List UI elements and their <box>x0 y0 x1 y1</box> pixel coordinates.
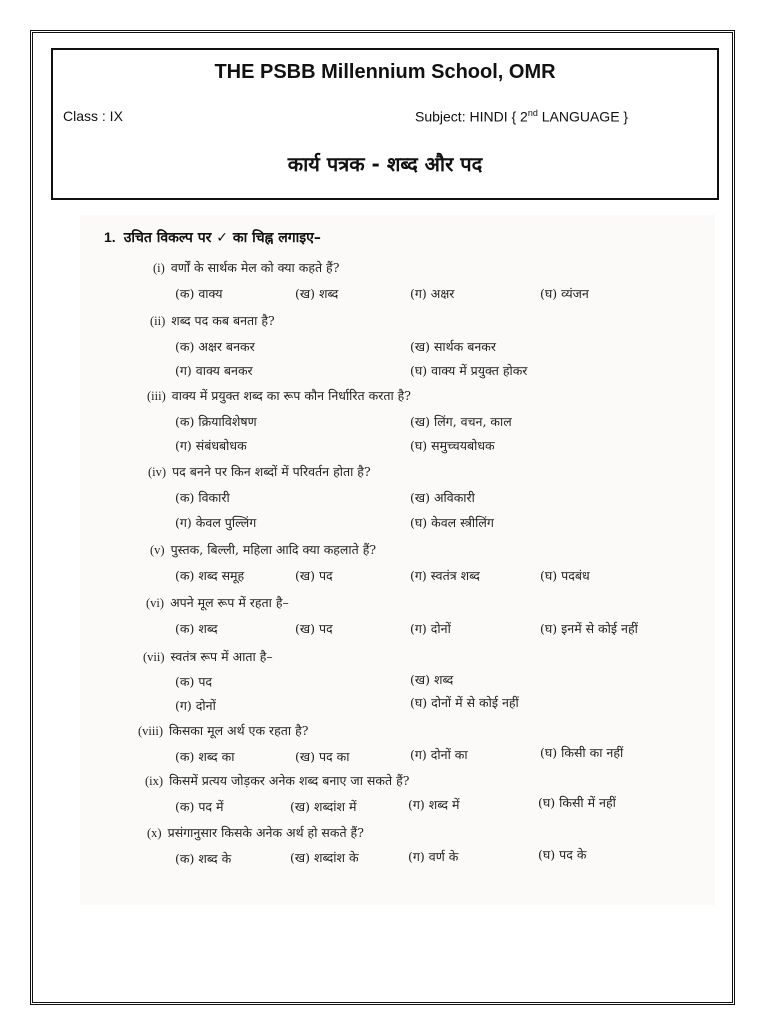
option[interactable]: (ख) पद <box>295 568 333 583</box>
option[interactable]: (घ) व्यंजन <box>540 286 589 301</box>
item-question <box>148 463 371 480</box>
item-roman: (i) <box>153 261 165 275</box>
option[interactable]: (ख) अविकारी <box>410 490 475 505</box>
item-text: अपने मूल रूप में रहता है– <box>170 595 289 610</box>
option[interactable]: (क) पद <box>175 674 213 689</box>
option[interactable]: (क) शब्द समूह <box>175 568 245 583</box>
option[interactable]: (घ) पद के <box>538 847 587 862</box>
option[interactable]: (क) विकारी <box>175 490 230 505</box>
option[interactable]: (ग) दोनों का <box>410 747 468 762</box>
option[interactable]: (घ) वाक्य में प्रयुक्त होकर <box>410 363 528 378</box>
option[interactable]: (क) शब्द का <box>175 749 235 764</box>
option[interactable]: (क) शब्द के <box>175 851 232 866</box>
item-roman: (iv) <box>148 465 167 479</box>
worksheet-title: कार्य पत्रक - शब्द और पद <box>287 152 483 176</box>
option[interactable]: (ख) शब्दांश में <box>290 799 357 814</box>
item-question <box>147 387 411 404</box>
option[interactable]: (ग) वर्ण के <box>408 849 459 864</box>
item-text: किसका मूल अर्थ एक रहता है? <box>169 723 309 738</box>
item-question <box>153 259 339 276</box>
item-roman: (ii) <box>150 314 166 328</box>
item-question <box>146 594 289 611</box>
item-text: वर्णों के सार्थक मेल को क्या कहते हैं? <box>170 260 340 275</box>
item-text: किसमें प्रत्यय जोड़कर अनेक शब्द बनाए जा सकते हैं? <box>169 773 410 788</box>
question-number: 1. <box>104 229 116 245</box>
item-roman: (vi) <box>146 596 165 610</box>
option[interactable]: (ख) लिंग, वचन, काल <box>410 414 512 429</box>
option[interactable]: (घ) किसी में नहीं <box>538 795 616 810</box>
item-text: स्वतंत्र रूप में आता है– <box>170 649 273 664</box>
item-text: शब्द पद कब बनता है? <box>171 313 275 328</box>
option[interactable]: (ख) शब्द <box>295 286 339 301</box>
option[interactable]: (ग) दोनों <box>410 621 451 636</box>
option[interactable]: (ग) संबंधबोधक <box>175 438 247 453</box>
option[interactable]: (घ) केवल स्त्रीलिंग <box>410 515 494 530</box>
item-roman: (x) <box>147 826 162 840</box>
option[interactable]: (क) क्रियाविशेषण <box>175 414 257 429</box>
item-roman: (iii) <box>147 389 166 403</box>
option[interactable]: (ग) दोनों <box>175 698 216 713</box>
option[interactable]: (ग) अक्षर <box>410 286 455 301</box>
item-question <box>145 772 409 789</box>
item-question <box>143 648 273 665</box>
option[interactable]: (क) अक्षर बनकर <box>175 339 255 354</box>
school-name: THE PSBB Millennium School, OMR <box>214 61 556 83</box>
option[interactable]: (ग) वाक्य बनकर <box>175 363 253 378</box>
item-question <box>150 541 376 558</box>
option[interactable]: (ख) पद <box>295 621 333 636</box>
option[interactable]: (घ) समुच्चयबोधक <box>410 438 495 453</box>
subject-label <box>415 108 628 125</box>
item-roman: (vii) <box>143 650 165 664</box>
subject-prefix: Subject: HINDI { 2 <box>415 108 528 125</box>
subject-suffix: LANGUAGE } <box>537 108 629 125</box>
option[interactable]: (ख) शब्दांश के <box>290 850 359 865</box>
option[interactable]: (घ) दोनों में से कोई नहीं <box>410 695 519 710</box>
item-question <box>138 722 308 739</box>
class-label: Class : IX <box>63 108 123 124</box>
header-box <box>51 48 719 200</box>
item-text: पद बनने पर किन शब्दों में परिवर्तन होता है? <box>172 464 371 479</box>
subject-sup: nd <box>527 108 538 118</box>
item-roman: (v) <box>150 543 165 557</box>
option[interactable]: (घ) पदबंध <box>540 568 590 583</box>
option[interactable]: (क) शब्द <box>175 621 218 636</box>
item-roman: (viii) <box>138 724 163 738</box>
option[interactable]: (क) वाक्य <box>175 286 223 301</box>
item-question <box>150 312 275 329</box>
item-question <box>147 824 364 841</box>
option[interactable]: (घ) इनमें से कोई नहीं <box>540 621 638 636</box>
option[interactable]: (ग) शब्द में <box>408 797 460 812</box>
option[interactable]: (ख) सार्थक बनकर <box>410 339 496 354</box>
item-text: वाक्य में प्रयुक्त शब्द का रूप कौन निर्धारित करता है? <box>171 388 412 403</box>
question-heading <box>104 228 321 247</box>
item-roman: (ix) <box>145 774 164 788</box>
option[interactable]: (घ) किसी का नहीं <box>540 745 624 760</box>
option[interactable]: (ग) स्वतंत्र शब्द <box>410 568 480 583</box>
option[interactable]: (ग) केवल पुल्लिंग <box>175 515 257 530</box>
item-text: पुस्तक, बिल्ली, महिला आदि क्या कहलाते हैं? <box>170 542 377 557</box>
question-text: उचित विकल्प पर ✓ का चिह्न लगाइए– <box>123 230 321 246</box>
option[interactable]: (ख) पद का <box>295 749 350 764</box>
option[interactable]: (क) पद में <box>175 799 224 814</box>
item-text: प्रसंगानुसार किसके अनेक अर्थ हो सकते हैं? <box>167 825 364 840</box>
option[interactable]: (ख) शब्द <box>410 672 454 687</box>
